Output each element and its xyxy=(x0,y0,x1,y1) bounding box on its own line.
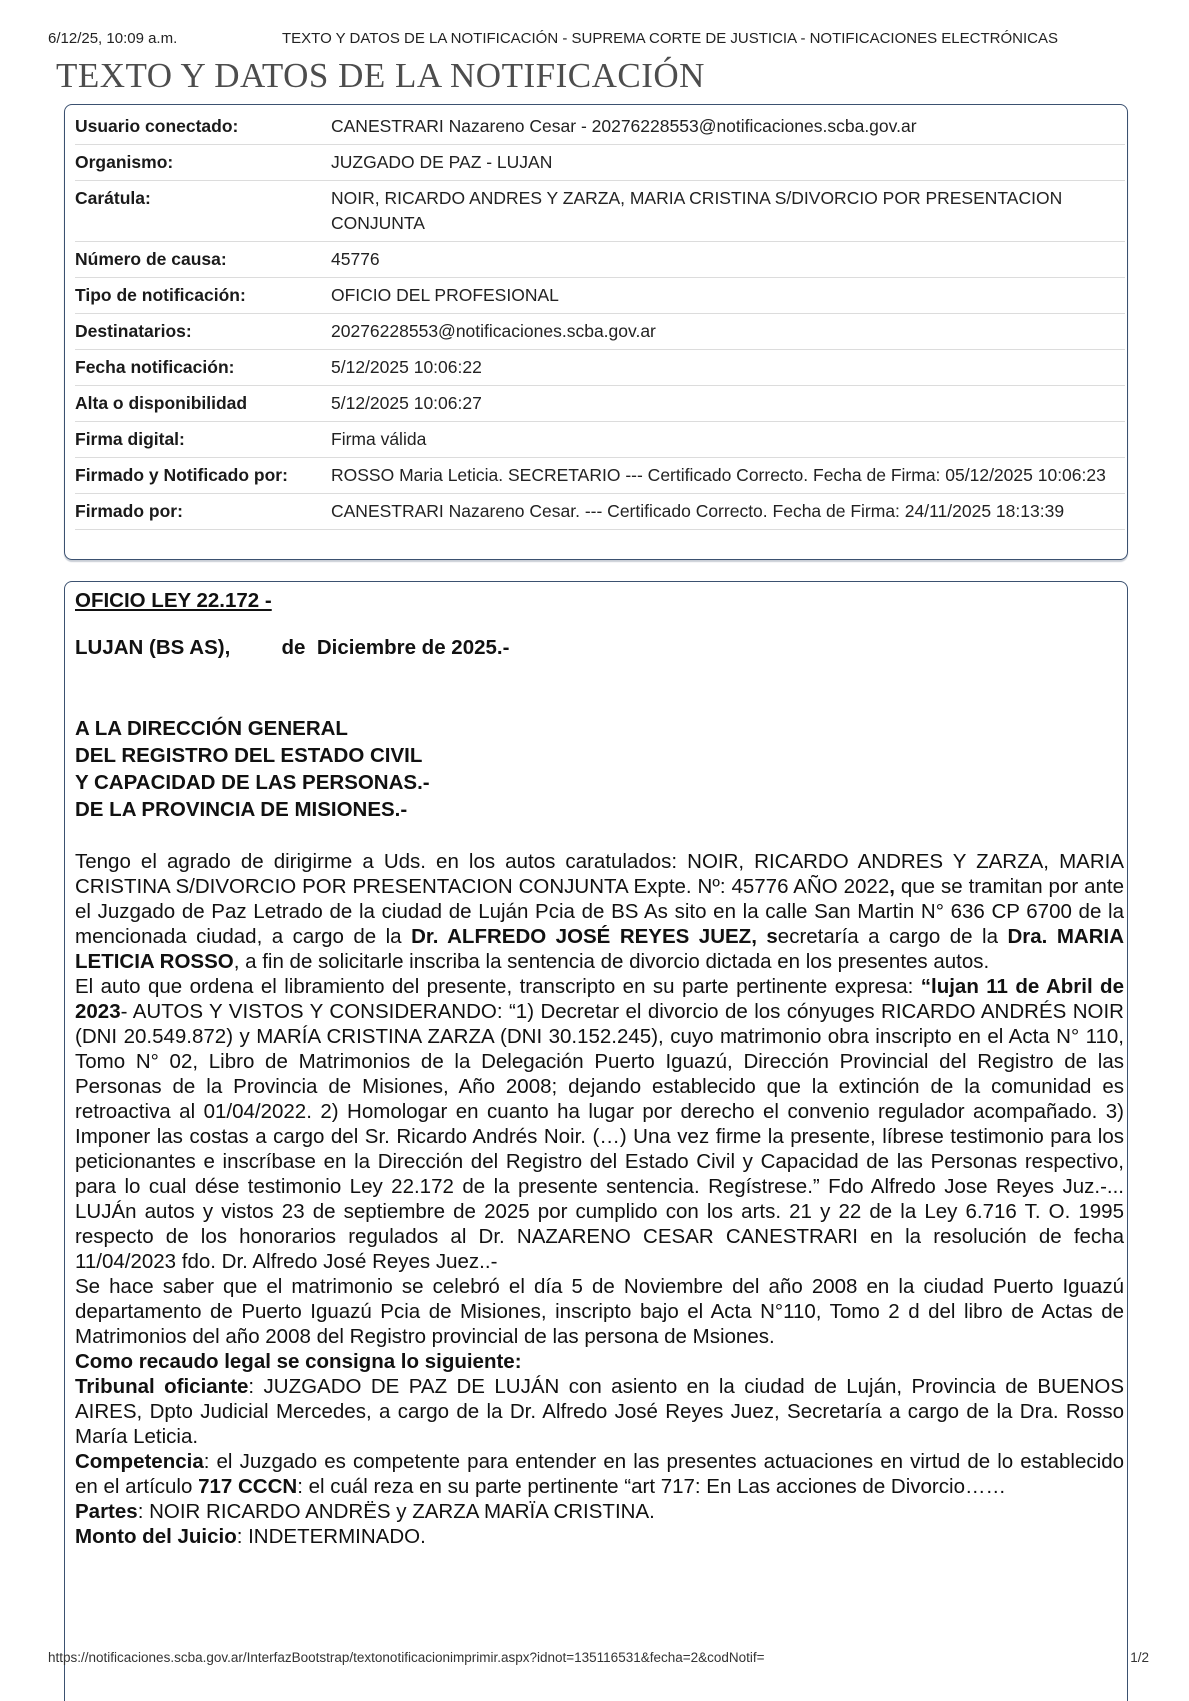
metadata-value: 5/12/2025 10:06:22 xyxy=(331,350,1125,386)
page-url: https://notificaciones.scba.gov.ar/InterfazBootstrap/textonotificacionimprimir.aspx?idnot=135116531&fecha=2&codNotif= xyxy=(48,1650,765,1665)
addressee-line: DEL REGISTRO DEL ESTADO CIVIL xyxy=(75,744,423,767)
oficio-title: OFICIO LEY 22.172 - xyxy=(75,589,272,612)
metadata-row xyxy=(75,145,1125,181)
metadata-label: Firmado y Notificado por: xyxy=(75,458,331,494)
tribunal-paragraph: Tribunal oficiante: JUZGADO DE PAZ DE LUJÁN con asiento en la ciudad de Luján, Provincia de BUENOS AIRES, Dpto Judicial Mercedes, a cargo de la Dr. Alfredo José Reyes Juez, Secretaría a cargo de la Dra. Rosso María Leticia. xyxy=(75,1375,1124,1448)
page-title: TEXTO Y DATOS DE LA NOTIFICACIÓN xyxy=(56,56,705,95)
metadata-value: NOIR, RICARDO ANDRES Y ZARZA, MARIA CRISTINA S/DIVORCIO POR PRESENTACION CONJUNTA xyxy=(331,181,1125,242)
metadata-label: Destinatarios: xyxy=(75,314,331,350)
metadata-row xyxy=(75,350,1125,386)
metadata-value: 45776 xyxy=(331,242,1125,278)
notification-text-panel xyxy=(64,581,1128,1701)
page-number: 1/2 xyxy=(1130,1650,1149,1665)
metadata-row xyxy=(75,242,1125,278)
metadata-label: Tipo de notificación: xyxy=(75,278,331,314)
metadata-row xyxy=(75,422,1125,458)
addressee-line: A LA DIRECCIÓN GENERAL xyxy=(75,717,348,740)
paragraph-matrimonio: Se hace saber que el matrimonio se celebró el día 5 de Noviembre del año 2008 en la ciudad Puerto Iguazú departamento de Puerto Iguazú Pcia de Misiones, inscripto bajo el Acta N°110, Tomo 2 d del libro de Actas de Matrimonios del año 2008 del Registro provincial de las persona de Msiones. xyxy=(75,1275,1124,1348)
addressee-block xyxy=(75,715,1124,823)
metadata-row xyxy=(75,386,1125,422)
metadata-label: Fecha notificación: xyxy=(75,350,331,386)
metadata-row xyxy=(75,458,1125,494)
metadata-value: Firma válida xyxy=(331,422,1125,458)
metadata-value: CANESTRARI Nazareno Cesar - 20276228553@notificaciones.scba.gov.ar xyxy=(331,109,1125,145)
metadata-row xyxy=(75,181,1125,242)
print-title: TEXTO Y DATOS DE LA NOTIFICACIÓN - SUPREMA CORTE DE JUSTICIA - NOTIFICACIONES ELECTRÓNICAS xyxy=(282,30,1058,47)
metadata-label: Firma digital: xyxy=(75,422,331,458)
metadata-label: Alta o disponibilidad xyxy=(75,386,331,422)
metadata-value: 5/12/2025 10:06:27 xyxy=(331,386,1125,422)
metadata-value: ROSSO Maria Leticia. SECRETARIO --- Certificado Correcto. Fecha de Firma: 05/12/2025 10:06:23 xyxy=(331,458,1125,494)
notification-metadata-panel xyxy=(64,104,1128,560)
monto-paragraph: Monto del Juicio: INDETERMINADO. xyxy=(75,1525,426,1548)
metadata-label: Firmado por: xyxy=(75,494,331,530)
metadata-row xyxy=(75,314,1125,350)
print-footer xyxy=(48,1650,1149,1668)
place-date: LUJAN (BS AS), de Diciembre de 2025.- xyxy=(75,636,510,659)
metadata-value: JUZGADO DE PAZ - LUJAN xyxy=(331,145,1125,181)
paragraph-intro: Tengo el agrado de dirigirme a Uds. en los autos caratulados: NOIR, RICARDO ANDRES Y ZARZA, MARIA CRISTINA S/DIVORCIO POR PRESENTACION CONJUNTA Expte. Nº: 45776 AÑO 2022, que se tramitan por ante el Juzgado de Paz Letrado de la ciudad de Luján Pcia de BS As sito en la calle San Martin N° 636 CP 6700 de la mencionada ciudad, a cargo de la Dr. ALFREDO JOSÉ REYES JUEZ, secretaría a cargo de la Dra. MARIA LETICIA ROSSO, a fin de solicitarle inscriba la sentencia de divorcio dictada en los presentes autos. xyxy=(75,850,1125,973)
metadata-value: 20276228553@notificaciones.scba.gov.ar xyxy=(331,314,1125,350)
metadata-label: Carátula: xyxy=(75,181,331,242)
oficio-document xyxy=(75,588,1124,1549)
metadata-row xyxy=(75,109,1125,145)
competencia-paragraph: Competencia: el Juzgado es competente para entender en las presentes actuaciones en virtud de lo establecido en el artículo 717 CCCN: el cuál reza en su parte pertinente “art 717: En Las acciones de Divorcio…… xyxy=(75,1450,1124,1498)
metadata-value: CANESTRARI Nazareno Cesar. --- Certificado Correcto. Fecha de Firma: 24/11/2025 18:13:39 xyxy=(331,494,1125,530)
metadata-label: Usuario conectado: xyxy=(75,109,331,145)
metadata-label: Organismo: xyxy=(75,145,331,181)
print-header xyxy=(48,30,1129,50)
addressee-line: Y CAPACIDAD DE LAS PERSONAS.- xyxy=(75,771,430,794)
paragraph-auto: El auto que ordena el libramiento del presente, transcripto en su parte pertinente expresa: “lujan 11 de Abril de 2023- AUTOS Y VISTOS Y CONSIDERANDO: “1) Decretar el divorcio de los cónyuges RICARDO ANDRÉS NOIR (DNI 20.549.872) y MARÍA CRISTINA ZARZA (DNI 30.152.245), cuyo matrimonio obra inscripto en el Acta N° 110, Tomo N° 02, Libro de Matrimonios de la Delegación Puerto Iguazú, Dirección Provincial del Registro de las Personas de la Provincia de Misiones, Año 2008; dejando establecido que la extinción de la comunidad es retroactiva al 01/04/2022. 2) Homologar en cuanto ha lugar por derecho el convenio regulador acompañado. 3) Imponer las costas a cargo del Sr. Ricardo Andrés Noir. (…) Una vez firme la presente, líbrese testimonio para los peticionantes e inscríbase en la Dirección del Registro del Estado Civil y Capacidad de las Personas respectivo, para lo cual dése testimonio Ley 22.172 de la presente sentencia. Regístrese.” Fdo Alfredo Jose Reyes Juz.-... LUJÁn autos y vistos 23 de septiembre de 2025 por cumplido con los arts. 21 y 22 de la Ley 6.716 T. O. 1995 respecto de los honorarios regulados al Dr. NAZARENO CESAR CANESTRARI en la resolución de fecha 11/04/2023 fdo. Dr. Alfredo José Reyes Juez..- xyxy=(75,975,1124,1273)
metadata-value: OFICIO DEL PROFESIONAL xyxy=(331,278,1125,314)
print-datetime: 6/12/25, 10:09 a.m. xyxy=(48,30,178,47)
metadata-label: Número de causa: xyxy=(75,242,331,278)
metadata-row xyxy=(75,278,1125,314)
addressee-line: DE LA PROVINCIA DE MISIONES.- xyxy=(75,798,408,821)
recaudo-heading: Como recaudo legal se consigna lo siguiente: xyxy=(75,1350,522,1373)
partes-paragraph: Partes: NOIR RICARDO ANDRËS y ZARZA MARÏA CRISTINA. xyxy=(75,1500,655,1523)
metadata-row xyxy=(75,494,1125,530)
metadata-table xyxy=(75,109,1125,530)
